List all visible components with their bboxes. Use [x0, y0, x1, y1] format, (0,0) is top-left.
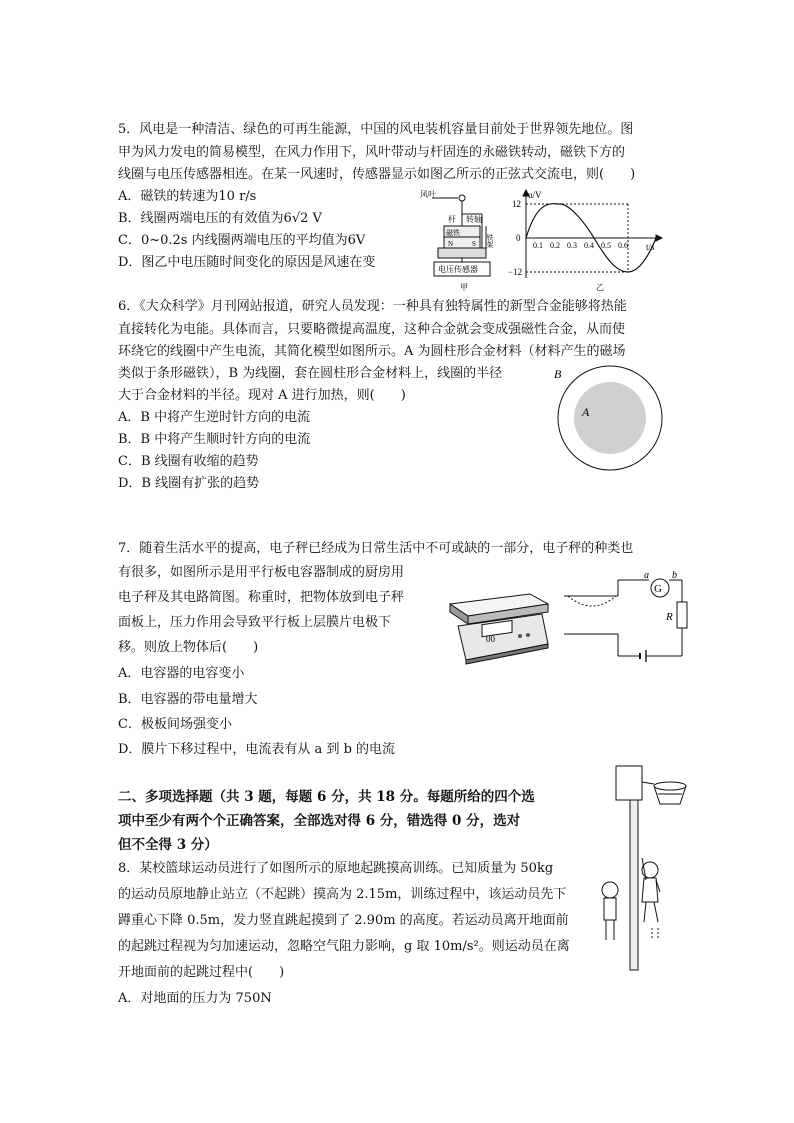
y-tick-neg12: −12 — [508, 267, 523, 277]
q5-option-a: A．磁铁的转速为10 r/s — [118, 189, 257, 204]
q6-option-b: B．B 中将产生顺时针方向的电流 — [118, 432, 311, 447]
standing-kid-head — [602, 882, 618, 898]
q6-stem-line-4: 类似于条形磁铁），B 为线圈，套在圆柱形合金材料上，线圈的半径 — [118, 366, 503, 381]
caption-jia: 甲 — [460, 283, 468, 292]
q7-stem-line-3: 电子秤及其电路简图。称重时，把物体放到电子秤 — [118, 590, 405, 605]
q7-stem-line-1: 7．随着生活水平的提高，电子秤已经成为日常生活中不可或缺的一部分，电子秤的种类也 — [118, 541, 634, 556]
q7-stem-line-5: 移。则放上物体后( ) — [118, 640, 259, 655]
label-citie: 磁铁 — [446, 229, 460, 237]
q7-option-b: B．电容器的带电量增大 — [118, 692, 258, 707]
standing-kid-body — [604, 898, 616, 920]
q8-figure-basketball — [598, 762, 694, 972]
q5-stem-line-1: 5．风电是一种清洁、绿色的可再生能源，中国的风电装机容量目前处于世界领先地位。图 — [118, 122, 634, 137]
label-gan: 杆 — [448, 215, 456, 224]
q6-option-a: A．B 中将产生逆时针方向的电流 — [118, 410, 311, 425]
q7-figure-circuit — [564, 570, 690, 666]
x-tick-0.3: 0.3 — [567, 241, 577, 250]
q8-stem-line-3: 蹲重心下降 0.5m，发力竖直跳起摸到了 2.90m 的高度。若运动员离开地面前 — [118, 913, 569, 928]
q6-stem-line-3: 环绕它的线圈中产生电流，其简化模型如图所示。A 为圆柱形合金材料（材料产生的磁场 — [118, 344, 626, 359]
q5-stem-line-2: 甲为风力发电的简易模型，在风力作用下，风叶带动与杆固连的永磁铁转动，磁铁下方的 — [118, 145, 626, 160]
hoop — [654, 782, 686, 790]
section2-line-1: 二、多项选择题（共 3 题，每题 6 分，共 18 分。每题所给的四个选 — [118, 789, 535, 805]
y-tick-12: 12 — [512, 199, 521, 209]
label-fengye: 风叶 — [420, 190, 436, 199]
q6-stem-line-1: 6．《大众科学》月刊网站报道，研究人员发现：一种具有独特属性的新型合金能够将热能 — [118, 299, 627, 314]
q8-stem-line-5: 开地面前的起跳过程中( ) — [118, 965, 285, 980]
label-n: N — [448, 240, 454, 248]
label-zhuanzhou: 转轴 — [466, 215, 482, 224]
q7-option-d: D．膜片下移过程中，电流表有从 a 到 b 的电流 — [118, 742, 396, 757]
label-s: S — [472, 240, 476, 248]
q7-option-a: A．电容器的电容变小 — [118, 666, 245, 681]
q6-option-c: C．B 线圈有收缩的趋势 — [118, 454, 259, 469]
x-tick-0.5: 0.5 — [601, 241, 611, 250]
q8-option-a: A．对地面的压力为 750N — [118, 991, 272, 1006]
q7-figure-scale — [444, 590, 550, 666]
label-a: A — [582, 405, 590, 419]
q8-stem-line-2: 的运动员原地静止站立（不起跳）摸高为 2.15m，训练过程中，该运动员先下 — [118, 887, 567, 902]
q5-figure-jia — [420, 186, 523, 292]
q5-figure-yi — [508, 188, 670, 294]
label-tiejia: 铁架 — [486, 234, 494, 248]
caption-yi: 乙 — [596, 283, 604, 292]
label-r: R — [666, 611, 673, 623]
q6-option-d: D．B 线圈有扩张的趋势 — [118, 476, 260, 491]
label-b: b — [672, 570, 677, 581]
y-tick-0: 0 — [516, 233, 521, 243]
q7-stem-line-4: 面板上，压力作用会导致平行板上层膜片电极下 — [118, 615, 392, 630]
q7-option-c: C．极板间场强变小 — [118, 717, 232, 732]
resistor — [677, 602, 687, 628]
q5-option-d: D．图乙中电压随时间变化的原因是风速在变 — [118, 255, 376, 270]
q6-figure-coil — [548, 362, 664, 472]
label-b: B — [554, 367, 562, 381]
x-tick-0.6: 0.6 — [618, 241, 628, 250]
membrane — [568, 596, 616, 606]
q8-stem-line-4: 的起跳过程视为匀加速运动，忽略空气阻力影响，g 取 10m/s²。则运动员在离 — [118, 939, 570, 954]
q7-stem-line-2: 有很多，如图所示是用平行板电容器制成的厨房用 — [118, 565, 405, 580]
q6-stem-line-5: 大于合金材料的半径。现对 A 进行加热，则( ) — [118, 388, 406, 403]
player-leg — [644, 902, 646, 922]
x-tick-0.4: 0.4 — [584, 241, 594, 250]
x-tick-0.1: 0.1 — [533, 241, 543, 250]
player-body — [642, 878, 658, 902]
label-sensor: 电压传感器 — [438, 265, 478, 274]
section2-line-3: 但不全得 3 分） — [118, 837, 218, 853]
q8-stem-line-1: 8．某校篮球运动员进行了如图所示的原地起跳摸高训练。已知质量为 50kg — [118, 861, 554, 876]
label-a: a — [644, 570, 649, 581]
q5-option-c: C．0~0.2s 内线圈两端电压的平均值为6V — [118, 233, 366, 248]
x-axis-label: t/s — [646, 242, 655, 252]
label-g: G — [654, 583, 662, 595]
pole — [630, 800, 638, 970]
section2-line-2: 项中至少有两个个正确答案，全部选对得 6 分，错选得 0 分，选对 — [118, 813, 521, 829]
scale-display-value: 00 — [486, 634, 495, 644]
backboard — [616, 766, 642, 800]
y-axis-label: u/V — [528, 190, 542, 200]
q5-option-b: B．线圈两端电压的有效值为6√2 V — [118, 211, 322, 226]
x-tick-0.2: 0.2 — [550, 241, 560, 250]
q6-stem-line-2: 直接转化为电能。具体而言，只要略微提高温度，这种合金就会变成强磁性合金，从而使 — [118, 322, 626, 337]
q5-stem-line-3: 线圈与电压传感器相连。在某一风速时，传感器显示如图乙所示的正弦式交流电，则( ) — [118, 167, 636, 182]
